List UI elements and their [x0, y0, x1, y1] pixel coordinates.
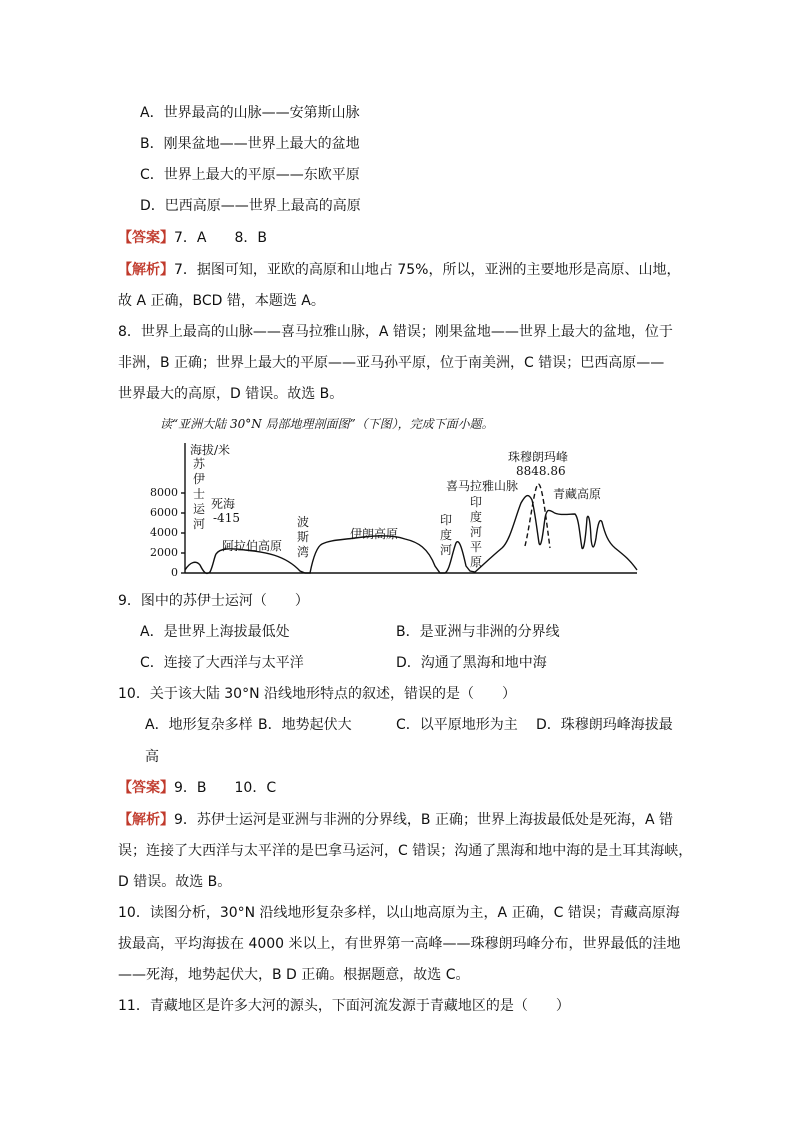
svg-text:河: 河	[470, 525, 483, 539]
y-tick-0: 0	[171, 566, 178, 579]
label-himalayas: 喜马拉雅山脉	[446, 479, 519, 493]
figure-caption: 读“亚洲大陆 30°N 局部地理剖面图”（下图），完成下面小题。	[160, 417, 494, 431]
y-axis-title: 海拔/米	[190, 443, 231, 457]
q9-option-c: C．连接了大西洋与太平洋	[140, 655, 304, 671]
q10-option-d-continued: 高	[145, 749, 159, 765]
svg-text:度: 度	[470, 510, 483, 524]
svg-text:运: 运	[193, 502, 206, 516]
label-everest: 珠穆朗玛峰	[508, 450, 569, 464]
svg-text:斯: 斯	[297, 530, 310, 544]
q10-stem: 10．关于该大陆 30°N 沿线地形特点的叙述，错误的是（ ）	[118, 686, 517, 702]
q9-option-d: D．沟通了黑海和地中海	[396, 655, 547, 671]
answer-block-2	[118, 778, 276, 798]
analysis-text: 9．苏伊士运河是亚洲与非洲的分界线，B 正确；世界上海拔最低处是死海，A 错	[174, 812, 673, 828]
svg-text:印: 印	[470, 495, 483, 509]
q8-option-c: C．世界上最大的平原——东欧平原	[140, 167, 360, 183]
q9-option-b: B．是亚洲与非洲的分界线	[396, 624, 560, 640]
svg-text:波: 波	[297, 515, 310, 529]
y-tick-4000: 4000	[150, 526, 178, 539]
answer-text: 9．B 10．C	[174, 780, 277, 796]
answer-block-1	[118, 228, 267, 248]
answer-tag: 【答案】	[118, 230, 174, 246]
y-tick-2000: 2000	[150, 546, 178, 559]
y-tick-8000: 8000	[150, 486, 178, 499]
svg-text:河: 河	[193, 517, 206, 531]
analysis-block-2-line1	[118, 810, 673, 830]
label-indus-plain	[470, 495, 482, 569]
label-iranian-plateau: 伊朗高原	[350, 527, 399, 541]
svg-text:湾: 湾	[297, 545, 310, 559]
label-indus-river	[440, 513, 452, 557]
analysis-1-line4: 非洲，B 正确；世界上最大的平原——亚马孙平原，位于南美洲，C 错误；巴西高原——	[118, 355, 665, 371]
profile-diagram	[150, 438, 645, 580]
q10-option-d: D．珠穆朗玛峰海拔最	[536, 717, 673, 733]
q11-stem: 11．青藏地区是许多大河的源头，下面河流发源于青藏地区的是（ ）	[118, 998, 570, 1014]
label-everest-value: 8848.86	[516, 464, 566, 478]
svg-text:度: 度	[440, 528, 453, 542]
q10-option-a: A．地形复杂多样	[145, 717, 253, 733]
analysis-2-line3: D 错误。故选 B。	[118, 874, 232, 890]
svg-text:平: 平	[470, 540, 483, 554]
analysis-text: 7．据图可知，亚欧的高原和山地占 75%，所以，亚洲的主要地形是高原、山地，	[174, 262, 681, 278]
analysis-2-line5: 拔最高，平均海拔在 4000 米以上，有世界第一高峰——珠穆朗玛峰分布，世界最低的洼地	[118, 936, 681, 952]
label-tibetan-plateau: 青藏高原	[553, 487, 602, 501]
label-persian-gulf	[297, 514, 309, 559]
terrain-profile	[185, 496, 637, 574]
q10-option-b: B．地势起伏大	[258, 717, 352, 733]
q8-option-a: A．世界最高的山脉——安第斯山脉	[140, 105, 360, 121]
svg-text:河: 河	[440, 543, 453, 557]
everest-dashed-peak	[525, 484, 550, 548]
q9-stem: 9．图中的苏伊士运河（ ）	[118, 593, 309, 609]
q10-option-c: C．以平原地形为主	[396, 717, 518, 733]
svg-text:苏: 苏	[193, 457, 206, 471]
analysis-tag: 【解析】	[118, 812, 174, 828]
analysis-1-line5: 世界最大的高原，D 错误。故选 B。	[118, 386, 344, 402]
analysis-tag: 【解析】	[118, 262, 174, 278]
q8-option-d: D．巴西高原——世界上最高的高原	[140, 198, 361, 214]
svg-text:伊: 伊	[193, 472, 206, 486]
analysis-2-line6: ——死海，地势起伏大，B D 正确。根据题意，故选 C。	[118, 967, 470, 983]
analysis-1-line3: 8．世界上最高的山脉——喜马拉雅山脉，A 错误；刚果盆地——世界上最大的盆地，位于	[118, 324, 673, 340]
analysis-1-line2: 故 A 正确，BCD 错，本题选 A。	[118, 293, 325, 309]
y-tick-6000: 6000	[150, 506, 178, 519]
label-dead-sea: 死海	[211, 497, 236, 511]
label-dead-sea-value: -415	[213, 511, 240, 525]
analysis-2-line2: 误；连接了大西洋与太平洋的是巴拿马运河，C 错误；沟通了黑海和地中海的是土耳其海峡，	[118, 843, 693, 859]
label-suez	[193, 457, 206, 531]
answer-tag: 【答案】	[118, 780, 174, 796]
svg-text:原: 原	[470, 555, 483, 569]
q9-option-a: A．是世界上海拔最低处	[140, 624, 290, 640]
answer-text: 7．A 8．B	[174, 230, 267, 246]
svg-text:印: 印	[440, 513, 453, 527]
analysis-2-line4: 10．读图分析，30°N 沿线地形复杂多样，以山地高原为主，A 正确，C 错误；青藏高原海	[118, 905, 680, 921]
analysis-block-1-line1	[118, 260, 680, 280]
label-arabian-plateau: 阿拉伯高原	[222, 539, 283, 553]
svg-text:士: 士	[193, 487, 206, 501]
q8-option-b: B．刚果盆地——世界上最大的盆地	[140, 136, 360, 152]
